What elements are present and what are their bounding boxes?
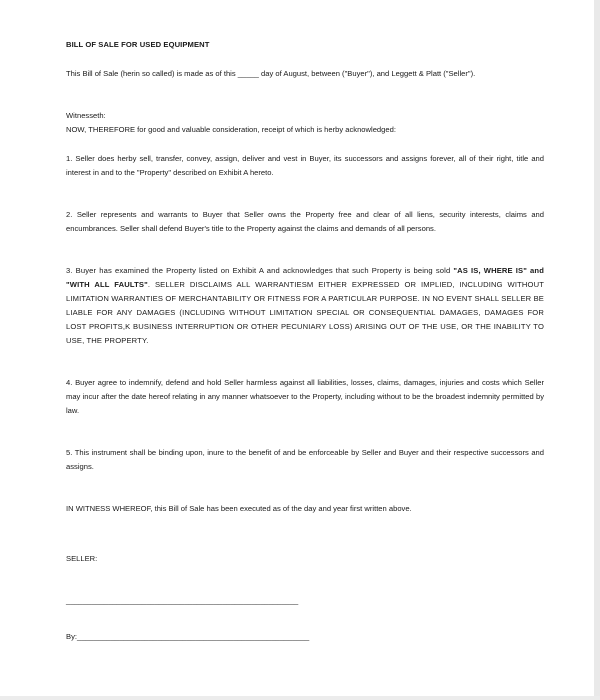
page-edge-bottom (0, 696, 600, 700)
seller-label: SELLER: (66, 554, 98, 563)
now-therefore-paragraph: NOW, THEREFORE for good and valuable consideration, receipt of which is herby acknowledged: (66, 125, 396, 134)
by-signature-line[interactable]: By:_______________________________________________________ (66, 632, 310, 641)
document-body (66, 38, 544, 666)
clause-3-text-start: 3. Buyer has examined the Property listed on Exhibit A and acknowledges that such Property is being sold (66, 266, 454, 275)
page-edge-right (594, 0, 600, 700)
with-all-faults-phrase: "WITH ALL FAULTS" (66, 280, 148, 289)
clause-3-and: and (530, 266, 544, 275)
clause-2: 2. Seller represents and warrants to Buyer that Seller owns the Property free and clear of all liens, security interests, claims and encumbrances. Seller shall defend Buyer's title to the Property against the claims and demands of all persons. (66, 210, 544, 233)
as-is-where-is-phrase: "AS IS, WHERE IS" (453, 266, 528, 275)
document-title: BILL OF SALE FOR USED EQUIPMENT (66, 40, 210, 49)
intro-paragraph: This Bill of Sale (herin so called) is made as of this _____ day of August, between ("Buyer"), and Leggett & Platt ("Seller"). (66, 69, 476, 78)
clause-3-text-end: . SELLER DISCLAIMS ALL WARRANTIESM EITHER EXPRESSED OR IMPLIED, INCLUDING WITHOUT LIMITATION WARRANTIES OF MERCHANTABILITY OR FITNESS FOR A PARTICULAR PURPOSE. IN NO EVENT SHALL SELLER BE LIABLE FOR ANY DAMAGES (INCLUDING WITHOUT LIMITATION SPECIAL OR CONSEQUENTIAL DAMAGES, DAMAGES FOR LOST PROFITS,K BUSINESS INTERRUPTION OR OTHER PECUNIARY LOSS) ARISING OUT OF THE USE, OR THE INABILITY TO USE, THE PROPERTY. (66, 280, 544, 345)
clause-4: 4. Buyer agree to indemnify, defend and hold Seller harmless against all liabilities, losses, claims, damages, injuries and costs which Seller may incur after the date hereof relating in any manner whatsoever to the Property, including without to be the broadest indemnity permitted by law. (66, 378, 544, 415)
clause-5: 5. This instrument shall be binding upon, inure to the benefit of and be enforceable by Seller and Buyer and their respective successors and assigns. (66, 448, 544, 471)
clause-1: 1. Seller does herby sell, transfer, convey, assign, deliver and vest in Buyer, its successors and assigns forever, all of their right, title and interest in and to the "Property" described on Exhibit A hereto. (66, 154, 544, 177)
seller-signature-line[interactable]: _______________________________________________________ (66, 596, 299, 605)
witnesseth-label: Witnesseth: (66, 111, 106, 120)
in-witness-paragraph: IN WITNESS WHEREOF, this Bill of Sale has been executed as of the day and year first written above. (66, 504, 412, 513)
clause-3 (66, 264, 544, 348)
